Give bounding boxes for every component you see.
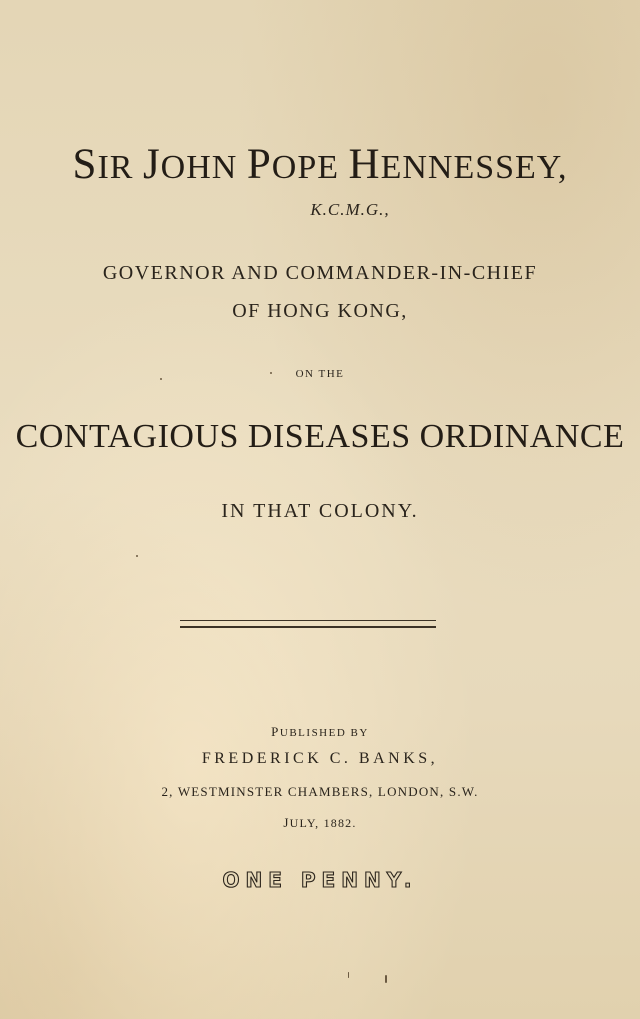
title-initial: J	[142, 141, 161, 188]
title-initial: P	[246, 141, 272, 188]
title-initial: H	[348, 141, 381, 188]
location-line: IN THAT COLONY.	[221, 500, 419, 522]
office-line-1: GOVERNOR AND COMMANDER-IN-CHIEF	[102, 262, 538, 284]
date-rest: ULY, 1882.	[289, 816, 357, 830]
paper-speck	[348, 972, 349, 978]
office-line-2: OF HONG KONG,	[232, 300, 408, 322]
published-by-line	[0, 724, 640, 740]
subject-heading: CONTAGIOUS DISEASES ORDINANCE	[15, 418, 625, 455]
paper-speck	[270, 372, 272, 374]
title-initial: S	[72, 141, 98, 188]
connector-text: ON THE	[295, 368, 345, 380]
publisher-name: FREDERICK C. BANKS,	[201, 750, 439, 767]
author-title	[0, 140, 640, 189]
paper-speck	[136, 555, 138, 557]
paper-speck	[385, 975, 387, 983]
date-initial: J	[283, 815, 290, 830]
title-part: OHN	[160, 149, 247, 186]
publication-date	[0, 815, 640, 831]
title-part: ENNESSEY,	[380, 149, 568, 186]
paper-speck	[160, 378, 162, 380]
price-line: ONE PENNY.	[222, 868, 418, 892]
honours-line: K.C.M.G.,	[310, 200, 390, 219]
title-part: OPE	[271, 149, 349, 186]
title-part: IR	[97, 149, 143, 186]
double-rule-divider	[180, 620, 436, 628]
published-rest: UBLISHED BY	[279, 727, 369, 739]
published-initial: P	[271, 724, 280, 739]
publisher-address: 2, WESTMINSTER CHAMBERS, LONDON, S.W.	[161, 784, 479, 799]
